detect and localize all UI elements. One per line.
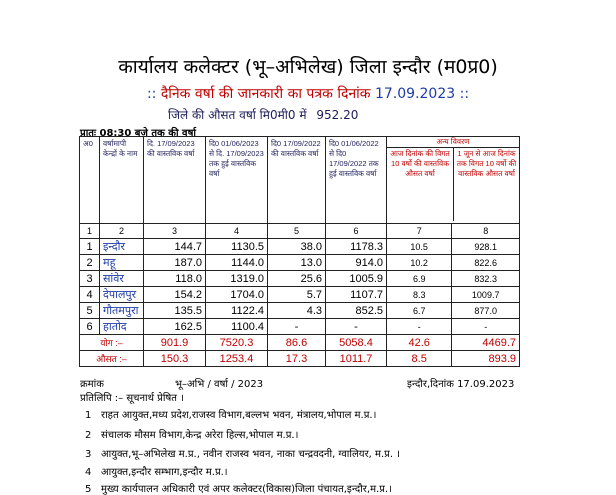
- header-station: वर्षामापी केन्द्रों के नाम: [100, 137, 144, 224]
- table-row: [80, 239, 520, 255]
- subtitle-text: दैनिक वर्षा की जानकारी का पत्रक दिनांक: [160, 86, 371, 102]
- list-item: [85, 464, 228, 478]
- subtitle-date: 17.09.2023: [374, 86, 456, 102]
- header-last-year-today: दि0 17/09/2022 की वास्तविक वर्षा: [268, 137, 326, 224]
- row-station: देपालपुर: [100, 287, 144, 303]
- row-season: 1319.0: [206, 271, 268, 287]
- total-today: 901.9: [144, 335, 206, 351]
- row-10yr-season: 822.6: [452, 255, 520, 271]
- total-last-year-season: 5058.4: [326, 335, 387, 351]
- header-other-details-title: अन्य विवरण: [387, 137, 519, 148]
- row-10yr-season: -: [452, 319, 520, 335]
- header-today: दि. 17/09/2023 की वास्तविक वर्षा: [144, 137, 206, 224]
- reference-code: भू–अभि / वर्षा / 2023: [175, 379, 264, 390]
- row-season: 1122.4: [206, 303, 268, 319]
- list-item-number: 4: [85, 467, 92, 478]
- index-cell: 5: [268, 224, 326, 239]
- total-10yr-today: 42.6: [387, 335, 452, 351]
- table-row: [80, 287, 520, 303]
- row-today: 118.0: [144, 271, 206, 287]
- row-serial: 6: [80, 319, 100, 335]
- list-item-number: 3: [85, 449, 92, 460]
- row-station: इन्दौर: [100, 239, 144, 255]
- total-10yr-season: 4469.7: [452, 335, 520, 351]
- table-index-row: [80, 224, 520, 239]
- header-10yr-avg-season: 1 जून से आज दिनांक तक विगत 10 वर्षो की वास्तविक औसत वर्षा: [456, 149, 517, 178]
- average-10yr-season: 893.9: [452, 351, 520, 367]
- list-item: [85, 407, 376, 421]
- row-last-year-today: 4.3: [268, 303, 326, 319]
- reference-number-label: क्रमांक: [80, 379, 104, 390]
- row-10yr-today: 10.2: [387, 255, 452, 271]
- list-item: [85, 446, 400, 460]
- district-average-line: [168, 106, 358, 123]
- row-10yr-season: 832.3: [452, 271, 520, 287]
- list-item-text: राहत आयुक्त,मध्य प्रदेश,राजस्व विभाग,बल्लभ भवन, मंत्रालय,भोपाल म.प्र.।: [101, 410, 377, 421]
- row-season: 1130.5: [206, 239, 268, 255]
- index-cell: 3: [144, 224, 206, 239]
- page-title: कार्यालय कलेक्टर (भू–अभिलेख) जिला इन्दौर (म0प्र0): [118, 56, 498, 78]
- list-item-number: 1: [85, 410, 92, 421]
- row-season: 1704.0: [206, 287, 268, 303]
- row-today: 162.5: [144, 319, 206, 335]
- subtitle-dots-left: ::: [146, 86, 157, 102]
- row-10yr-season: 1009.7: [452, 287, 520, 303]
- row-10yr-today: 6.7: [387, 303, 452, 319]
- average-season: 1253.4: [206, 351, 268, 367]
- total-label: योग :–: [80, 335, 144, 351]
- average-today: 150.3: [144, 351, 206, 367]
- header-season-last-year: दि0 01/06/2022 से दि0 17/09/2022 तक हुई वास्तविक वर्षा: [326, 137, 387, 224]
- district-average-value: 952.20: [316, 108, 359, 122]
- list-item-number: 2: [85, 430, 92, 441]
- header-serial: अ0: [80, 137, 100, 224]
- header-other-details-sub: [387, 148, 519, 221]
- row-10yr-today: 6.9: [387, 271, 452, 287]
- row-last-year-today: 13.0: [268, 255, 326, 271]
- list-item-text: मुख्य कार्यपालन अधिकारी एवं अपर कलेक्टर(विकास)जिला पंचायत,इन्दौर,म.प्र.।: [101, 484, 392, 495]
- row-serial: 3: [80, 271, 100, 287]
- row-last-year-season: 1005.9: [326, 271, 387, 287]
- list-item-number: 5: [85, 484, 92, 495]
- list-item-text: आयुक्त,भू–अभिलेख म.प्र., नवीन राजस्व भवन, नाका चन्द्रवदनी, ग्वालियर, म.प्र. ।: [101, 449, 401, 460]
- index-cell: 4: [206, 224, 268, 239]
- average-last-year-season: 1011.7: [326, 351, 387, 367]
- total-season: 7520.3: [206, 335, 268, 351]
- row-today: 144.7: [144, 239, 206, 255]
- average-row: [80, 351, 520, 367]
- report-subtitle: [0, 84, 616, 103]
- time-label: प्रातः 08:30 बजे तक की वर्षा: [80, 128, 196, 139]
- row-last-year-season: 852.5: [326, 303, 387, 319]
- row-last-year-season: 914.0: [326, 255, 387, 271]
- table-row: [80, 319, 520, 335]
- header-other-details: [387, 137, 520, 224]
- row-serial: 5: [80, 303, 100, 319]
- row-last-year-today: 25.6: [268, 271, 326, 287]
- row-last-year-season: -: [326, 319, 387, 335]
- row-today: 135.5: [144, 303, 206, 319]
- copy-to-heading: प्रतिलिपि :– सूचनार्थ प्रेषित ।: [80, 393, 184, 404]
- row-station: गौतमपुरा: [100, 303, 144, 319]
- row-10yr-today: 10.5: [387, 239, 452, 255]
- total-last-year-today: 86.6: [268, 335, 326, 351]
- average-last-year-today: 17.3: [268, 351, 326, 367]
- row-last-year-season: 1178.3: [326, 239, 387, 255]
- header-season-current: दि0 01/06/2023 से दि. 17/09/2023 तक हुई वास्तविक वर्षा: [206, 137, 268, 224]
- row-last-year-today: 38.0: [268, 239, 326, 255]
- row-10yr-season: 877.0: [452, 303, 520, 319]
- row-today: 187.0: [144, 255, 206, 271]
- row-serial: 4: [80, 287, 100, 303]
- reference-date: इन्दौर,दिनांक 17.09.2023: [407, 379, 515, 390]
- row-serial: 2: [80, 255, 100, 271]
- table-row: [80, 303, 520, 319]
- district-average-label: जिले की औसत वर्षा मि0मी0 में: [168, 108, 307, 122]
- total-row: [80, 335, 520, 351]
- row-last-year-today: 5.7: [268, 287, 326, 303]
- row-last-year-season: 1107.7: [326, 287, 387, 303]
- subtitle-dots-right: ::: [459, 86, 470, 102]
- index-cell: 1: [80, 224, 100, 239]
- row-last-year-today: -: [268, 319, 326, 335]
- list-item-text: संचालक मौसम विभाग,केन्द्र अरेरा हिल्स,भोपाल म.प्र.।: [101, 430, 299, 441]
- index-cell: 2: [100, 224, 144, 239]
- row-season: 1100.4: [206, 319, 268, 335]
- index-cell: 7: [387, 224, 452, 239]
- row-station: हातोद: [100, 319, 144, 335]
- table-row: [80, 271, 520, 287]
- list-item: [85, 427, 298, 441]
- table-header-row: [80, 137, 520, 224]
- row-today: 154.2: [144, 287, 206, 303]
- header-10yr-avg-today: आज दिनांक की विगत 10 वर्षो की वास्तविक औसत वर्षा: [387, 148, 454, 221]
- rainfall-table: [79, 136, 520, 367]
- row-station: महू: [100, 255, 144, 271]
- list-item-text: आयुक्त,इन्दौर सम्भाग,इन्दौर म.प्र.।: [101, 467, 228, 478]
- row-season: 1144.0: [206, 255, 268, 271]
- average-label: औसत :–: [80, 351, 144, 367]
- list-item: [85, 481, 392, 495]
- average-10yr-today: 8.5: [387, 351, 452, 367]
- row-10yr-today: -: [387, 319, 452, 335]
- row-10yr-today: 8.3: [387, 287, 452, 303]
- row-10yr-season: 928.1: [452, 239, 520, 255]
- table-row: [80, 255, 520, 271]
- row-serial: 1: [80, 239, 100, 255]
- index-cell: 8: [452, 224, 520, 239]
- row-station: सांवेर: [100, 271, 144, 287]
- index-cell: 6: [326, 224, 387, 239]
